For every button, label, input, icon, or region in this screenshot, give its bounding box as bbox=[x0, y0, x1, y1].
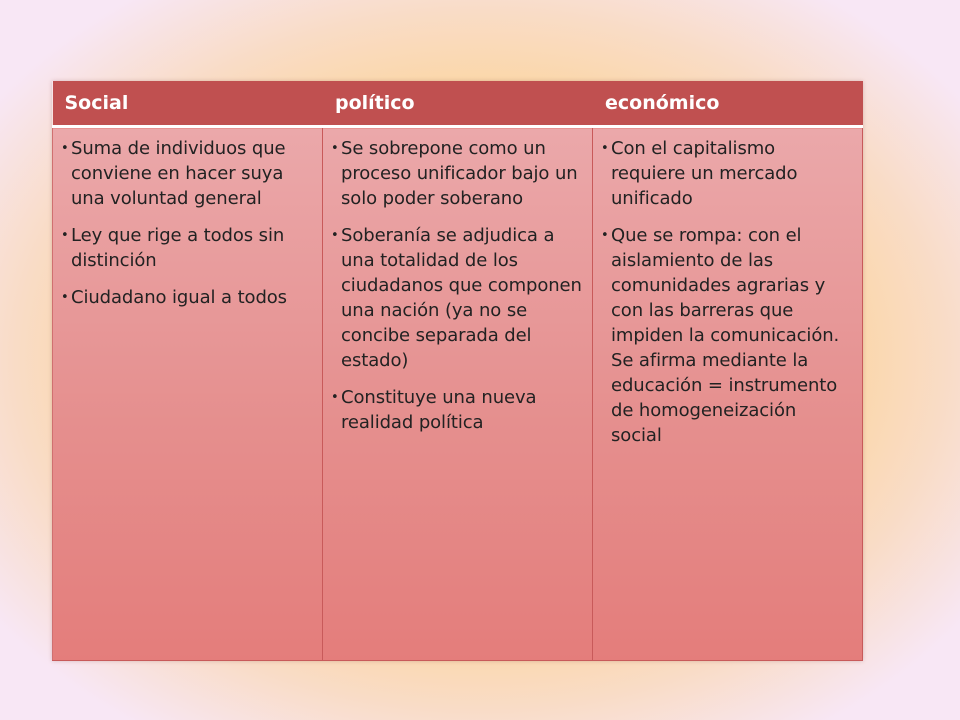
list-item: • Con el capitalismo requiere un mercado unificado bbox=[603, 136, 852, 211]
header-economico: económico bbox=[593, 81, 863, 127]
comparison-table bbox=[52, 81, 863, 661]
table-body-row bbox=[53, 127, 863, 661]
list-item: • Ciudadano igual a todos bbox=[63, 285, 312, 310]
social-bullet-list bbox=[63, 136, 312, 310]
politico-bullet-list bbox=[333, 136, 582, 435]
list-item: • Soberanía se adjudica a una totalidad de los ciudadanos que componen una nación (ya no se concibe separada del estado) bbox=[333, 223, 582, 373]
cell-economico bbox=[593, 127, 863, 661]
list-item: • Constituye una nueva realidad política bbox=[333, 385, 582, 435]
header-social: Social bbox=[53, 81, 323, 127]
economico-bullet-list bbox=[603, 136, 852, 448]
cell-social bbox=[53, 127, 323, 661]
table-header-row bbox=[53, 81, 863, 127]
header-politico: político bbox=[323, 81, 593, 127]
list-item: • Ley que rige a todos sin distinción bbox=[63, 223, 312, 273]
list-item: • Que se rompa: con el aislamiento de las comunidades agrarias y con las barreras que impiden la comunicación. Se afirma mediante la educación = instrumento de homogeneización social bbox=[603, 223, 852, 448]
cell-politico bbox=[323, 127, 593, 661]
list-item: • Se sobrepone como un proceso unificador bajo un solo poder soberano bbox=[333, 136, 582, 211]
list-item: • Suma de individuos que conviene en hacer suya una voluntad general bbox=[63, 136, 312, 211]
